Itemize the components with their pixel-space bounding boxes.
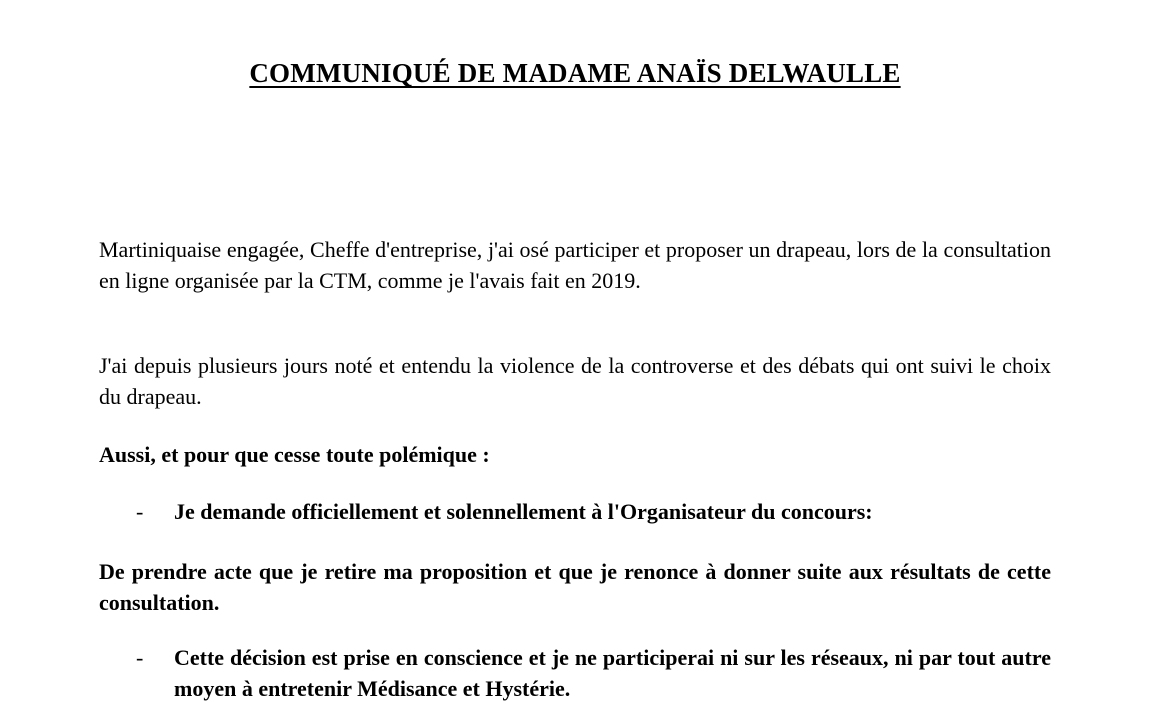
bullet-item-request	[136, 496, 1051, 527]
paragraph-controversy: J'ai depuis plusieurs jours noté et entendu la violence de la controverse et des débats qui ont suivi le choix du drapeau.	[99, 353, 1051, 409]
bullet-item-decision	[136, 642, 1051, 704]
paragraph-introduction: Martiniquaise engagée, Cheffe d'entreprise, j'ai osé participer et proposer un drapeau, lors de la consultation en ligne organisée par la CTM, comme je l'avais fait en 2019.	[99, 237, 1051, 293]
bullet-text-request: Je demande officiellement et solennellement à l'Organisateur du concours:	[174, 499, 873, 524]
bullet-dash: -	[136, 645, 144, 670]
paragraph-aussi: Aussi, et pour que cesse toute polémique :	[99, 442, 490, 467]
paragraph-withdrawal: De prendre acte que je retire ma proposition et que je renonce à donner suite aux résultats de cette consultation.	[99, 559, 1051, 615]
bullet-dash: -	[136, 499, 144, 524]
bullet-text-decision: Cette décision est prise en conscience et je ne participerai ni sur les réseaux, ni par tout autre moyen à entretenir Médisance et Hystérie.	[174, 645, 1051, 701]
document-title: COMMUNIQUÉ DE MADAME ANAÏS DELWAULLE	[249, 58, 901, 88]
